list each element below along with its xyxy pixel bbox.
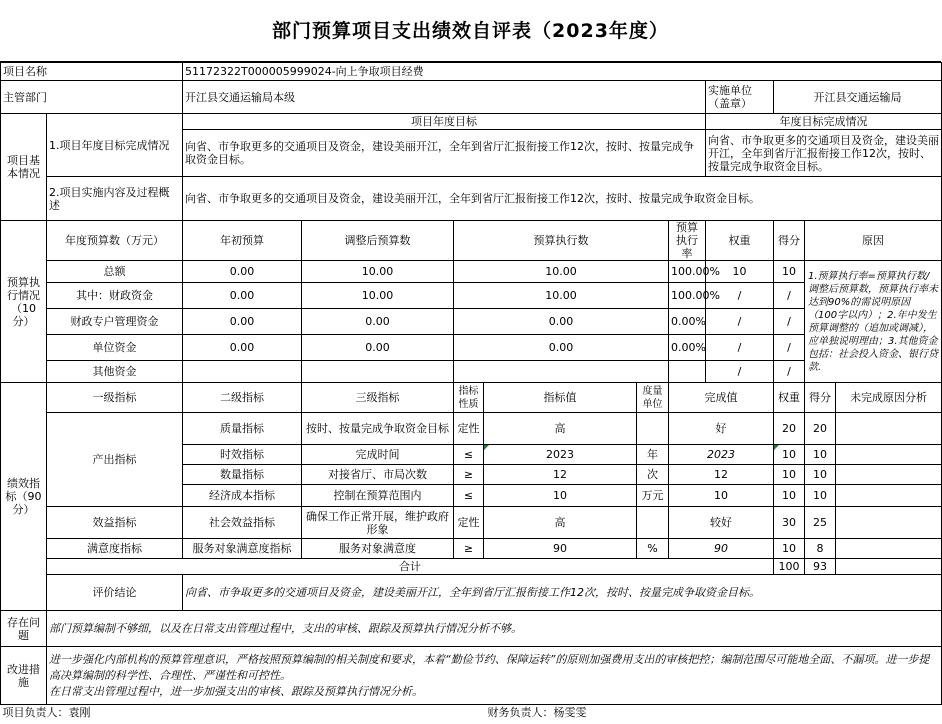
output-indicator-label: 产出指标 <box>47 413 183 507</box>
finance-lead: 财务负责人：杨雯雯 <box>454 705 942 721</box>
measures-label: 改进措施 <box>1 647 47 705</box>
budget-score: / <box>774 283 805 309</box>
budget-adjusted: 10.00 <box>302 261 454 283</box>
conclusion-text: 向省、市争取更多的交通项目及资金，建设美丽开江，全年到省厅汇报衔接工作12次，按时、按量完成争取资金目标。 <box>183 575 942 611</box>
perf-unit: 年 <box>637 445 669 465</box>
project-lead: 项目负责人：袁刚 <box>1 705 454 721</box>
budget-initial <box>183 361 302 383</box>
perf-score: 8 <box>805 539 836 559</box>
budget-section-label: 预算执行情况（10分） <box>1 221 47 383</box>
perf-header: 度量单位 <box>637 383 669 413</box>
performance-section-label: 绩效指标（90分） <box>1 383 47 611</box>
perf-unit: % <box>637 539 669 559</box>
perf-unit: 万元 <box>637 485 669 507</box>
budget-rate <box>669 361 706 383</box>
total-weight: 100 <box>774 559 805 575</box>
budget-adjusted <box>302 361 454 383</box>
perf-header: 得分 <box>805 383 836 413</box>
perf-value: 12 <box>484 465 637 485</box>
satisfaction-indicator-label: 满意度指标 <box>47 539 183 559</box>
budget-score: / <box>774 309 805 335</box>
project-name-row <box>1 63 942 81</box>
budget-header: 原因 <box>805 221 942 261</box>
performance-header-row <box>1 383 942 413</box>
perf-header: 未完成原因分析 <box>836 383 942 413</box>
perf-header: 权重 <box>774 383 805 413</box>
perf-header: 二级指标 <box>183 383 302 413</box>
total-label: 合计 <box>47 559 774 575</box>
perf-header: 完成值 <box>669 383 774 413</box>
budget-header: 预算执行率 <box>669 221 706 261</box>
budget-row <box>1 309 942 335</box>
basic-row2-text: 向省、市争取更多的交通项目及资金，建设美丽开江，全年到省厅汇报衔接工作12次，按时、按量完成争取资金目标。 <box>183 177 942 221</box>
perf-done: 90 <box>669 539 774 559</box>
basic-row1-label: 1.项目年度目标完成情况 <box>47 114 183 177</box>
budget-row-name: 总额 <box>47 261 183 283</box>
budget-rate: 0.00% <box>669 335 706 361</box>
done-header: 年度目标完成情况 <box>706 114 942 130</box>
budget-executed: 0.00 <box>454 309 669 335</box>
budget-initial: 0.00 <box>183 335 302 361</box>
budget-weight: / <box>706 309 774 335</box>
department-label: 主管部门 <box>1 81 183 114</box>
goal-header: 项目年度目标 <box>183 114 706 130</box>
perf-reason <box>836 465 942 485</box>
perf-reason <box>836 485 942 507</box>
perf-header: 一级指标 <box>47 383 183 413</box>
department-row <box>1 81 942 114</box>
budget-header: 得分 <box>774 221 805 261</box>
budget-initial: 0.00 <box>183 309 302 335</box>
perf-weight: 10 <box>774 445 805 465</box>
perf-weight: 10 <box>774 465 805 485</box>
basic-section-label: 项目基本情况 <box>1 114 47 221</box>
perf-l3: 完成时间 <box>302 445 454 465</box>
perf-score: 20 <box>805 413 836 445</box>
benefit-indicator-label: 效益指标 <box>47 507 183 539</box>
implementing-unit-label: 实施单位（盖章） <box>706 81 774 114</box>
perf-reason <box>836 539 942 559</box>
perf-nature: ≤ <box>454 485 484 507</box>
conclusion-label: 评价结论 <box>47 575 183 611</box>
perf-l3: 控制在预算范围内 <box>302 485 454 507</box>
budget-header-row <box>1 221 942 261</box>
perf-row <box>1 413 942 445</box>
perf-nature: 定性 <box>454 413 484 445</box>
total-reason <box>836 559 942 575</box>
budget-row <box>1 261 942 283</box>
perf-reason <box>836 445 942 465</box>
budget-adjusted: 0.00 <box>302 335 454 361</box>
perf-unit <box>637 413 669 445</box>
budget-row <box>1 361 942 383</box>
budget-header: 预算执行数 <box>454 221 669 261</box>
perf-unit <box>637 507 669 539</box>
perf-value: 高 <box>484 413 637 445</box>
problems-text: 部门预算编制不够细，以及在日常支出管理过程中，支出的审核、跟踪及预算执行情况分析不够。 <box>47 611 942 647</box>
budget-rate: 100.00% <box>669 283 706 309</box>
perf-l2: 经济成本指标 <box>183 485 302 507</box>
perf-done: 10 <box>669 485 774 507</box>
budget-header: 年初预算 <box>183 221 302 261</box>
basic-row1-goal: 向省、市争取更多的交通项目及资金，建设美丽开江，全年到省厅汇报衔接工作12次，按时、按量完成争取资金目标。 <box>183 130 706 177</box>
budget-adjusted: 0.00 <box>302 309 454 335</box>
perf-l2: 时效指标 <box>183 445 302 465</box>
perf-done: 好 <box>669 413 774 445</box>
perf-l3: 对接省厅、市局次数 <box>302 465 454 485</box>
budget-row <box>1 335 942 361</box>
total-score: 93 <box>805 559 836 575</box>
perf-score: 10 <box>805 465 836 485</box>
total-row <box>1 559 942 575</box>
implementing-unit-value: 开江县交通运输局 <box>774 81 942 114</box>
budget-weight: / <box>706 335 774 361</box>
perf-nature: ≥ <box>454 539 484 559</box>
budget-row-name: 其他资金 <box>47 361 183 383</box>
project-name-label: 项目名称 <box>1 63 183 81</box>
measures-text <box>47 647 942 705</box>
budget-score: / <box>774 361 805 383</box>
perf-value: 高 <box>484 507 637 539</box>
perf-header: 指标性质 <box>454 383 484 413</box>
perf-value: 10 <box>484 485 637 507</box>
perf-weight: 20 <box>774 413 805 445</box>
budget-executed <box>454 361 669 383</box>
satisfaction-row <box>1 539 942 559</box>
budget-weight: 10 <box>706 261 774 283</box>
conclusion-row <box>1 575 942 611</box>
measures-row <box>1 647 942 705</box>
perf-l3: 按时、按量完成争取资金目标 <box>302 413 454 445</box>
budget-reason-note: 1.预算执行率=预算执行数/调整后预算数，预算执行率未达到90%的需说明原因（100字以内）；2.年中发生预算调整的（追加或调减），应单独说明理由；3.其他资金包括：社会投入资金、银行贷款. <box>805 261 942 383</box>
perf-reason <box>836 507 942 539</box>
perf-weight: 30 <box>774 507 805 539</box>
perf-score: 10 <box>805 485 836 507</box>
basic-header-row <box>1 114 942 130</box>
budget-row-name: 财政专户管理资金 <box>47 309 183 335</box>
perf-l2: 质量指标 <box>183 413 302 445</box>
budget-header: 年度预算数（万元） <box>47 221 183 261</box>
basic-row2 <box>1 177 942 221</box>
budget-header: 权重 <box>706 221 774 261</box>
perf-reason <box>836 413 942 445</box>
basic-row1-done: 向省、市争取更多的交通项目及资金，建设美丽开江，全年到省厅汇报衔接工作12次，按时、按量完成争取资金目标。 <box>706 130 942 177</box>
budget-score: / <box>774 335 805 361</box>
measures-text-1: 进一步强化内部机构的预算管理意识，严格按照预算编制的相关制度和要求，本着“勤俭节约、保障运转”的原则加强费用支出的审核把控；编制范围尽可能地全面、不漏项。进一步提高决算编制的科学性、合理性、严谨性和可控性。 <box>49 652 930 682</box>
budget-weight: / <box>706 283 774 309</box>
problems-label: 存在问题 <box>1 611 47 647</box>
perf-nature: 定性 <box>454 507 484 539</box>
perf-weight: 10 <box>774 539 805 559</box>
budget-row-name: 其中：财政资金 <box>47 283 183 309</box>
budget-executed: 10.00 <box>454 261 669 283</box>
perf-l3: 服务对象满意度 <box>302 539 454 559</box>
budget-row <box>1 283 942 309</box>
budget-executed: 10.00 <box>454 283 669 309</box>
perf-l2: 数量指标 <box>183 465 302 485</box>
basic-row2-label: 2.项目实施内容及过程概述 <box>47 177 183 221</box>
perf-value: 2023 <box>484 445 637 465</box>
perf-header: 三级指标 <box>302 383 454 413</box>
budget-initial: 0.00 <box>183 261 302 283</box>
budget-executed: 0.00 <box>454 335 669 361</box>
perf-score: 10 <box>805 445 836 465</box>
perf-header: 指标值 <box>484 383 637 413</box>
budget-row-name: 单位资金 <box>47 335 183 361</box>
perf-l2: 社会效益指标 <box>183 507 302 539</box>
budget-rate: 0.00% <box>669 309 706 335</box>
footer-row <box>1 705 942 721</box>
department-value: 开江县交通运输局本级 <box>183 81 706 114</box>
page-title: 部门预算项目支出绩效自评表（2023年度） <box>0 0 941 62</box>
perf-unit: 次 <box>637 465 669 485</box>
perf-done: 较好 <box>669 507 774 539</box>
evaluation-table <box>0 62 942 721</box>
perf-weight: 10 <box>774 485 805 507</box>
budget-adjusted: 10.00 <box>302 283 454 309</box>
perf-l3: 确保工作正常开展，维护政府形象 <box>302 507 454 539</box>
perf-value: 90 <box>484 539 637 559</box>
budget-header: 调整后预算数 <box>302 221 454 261</box>
budget-weight: / <box>706 361 774 383</box>
project-name-value: 51172322T000005999024-向上争取项目经费 <box>183 63 942 81</box>
perf-l2: 服务对象满意度指标 <box>183 539 302 559</box>
budget-initial: 0.00 <box>183 283 302 309</box>
measures-text-2: 在日常支出管理过程中，进一步加强支出的审核、跟踪及预算执行情况分析。 <box>49 684 423 698</box>
perf-nature: ≥ <box>454 465 484 485</box>
problems-row <box>1 611 942 647</box>
benefit-row <box>1 507 942 539</box>
perf-done: 2023 <box>669 445 774 465</box>
budget-rate: 100.00% <box>669 261 706 283</box>
perf-nature: ≤ <box>454 445 484 465</box>
perf-score: 25 <box>805 507 836 539</box>
perf-done: 12 <box>669 465 774 485</box>
budget-score: 10 <box>774 261 805 283</box>
